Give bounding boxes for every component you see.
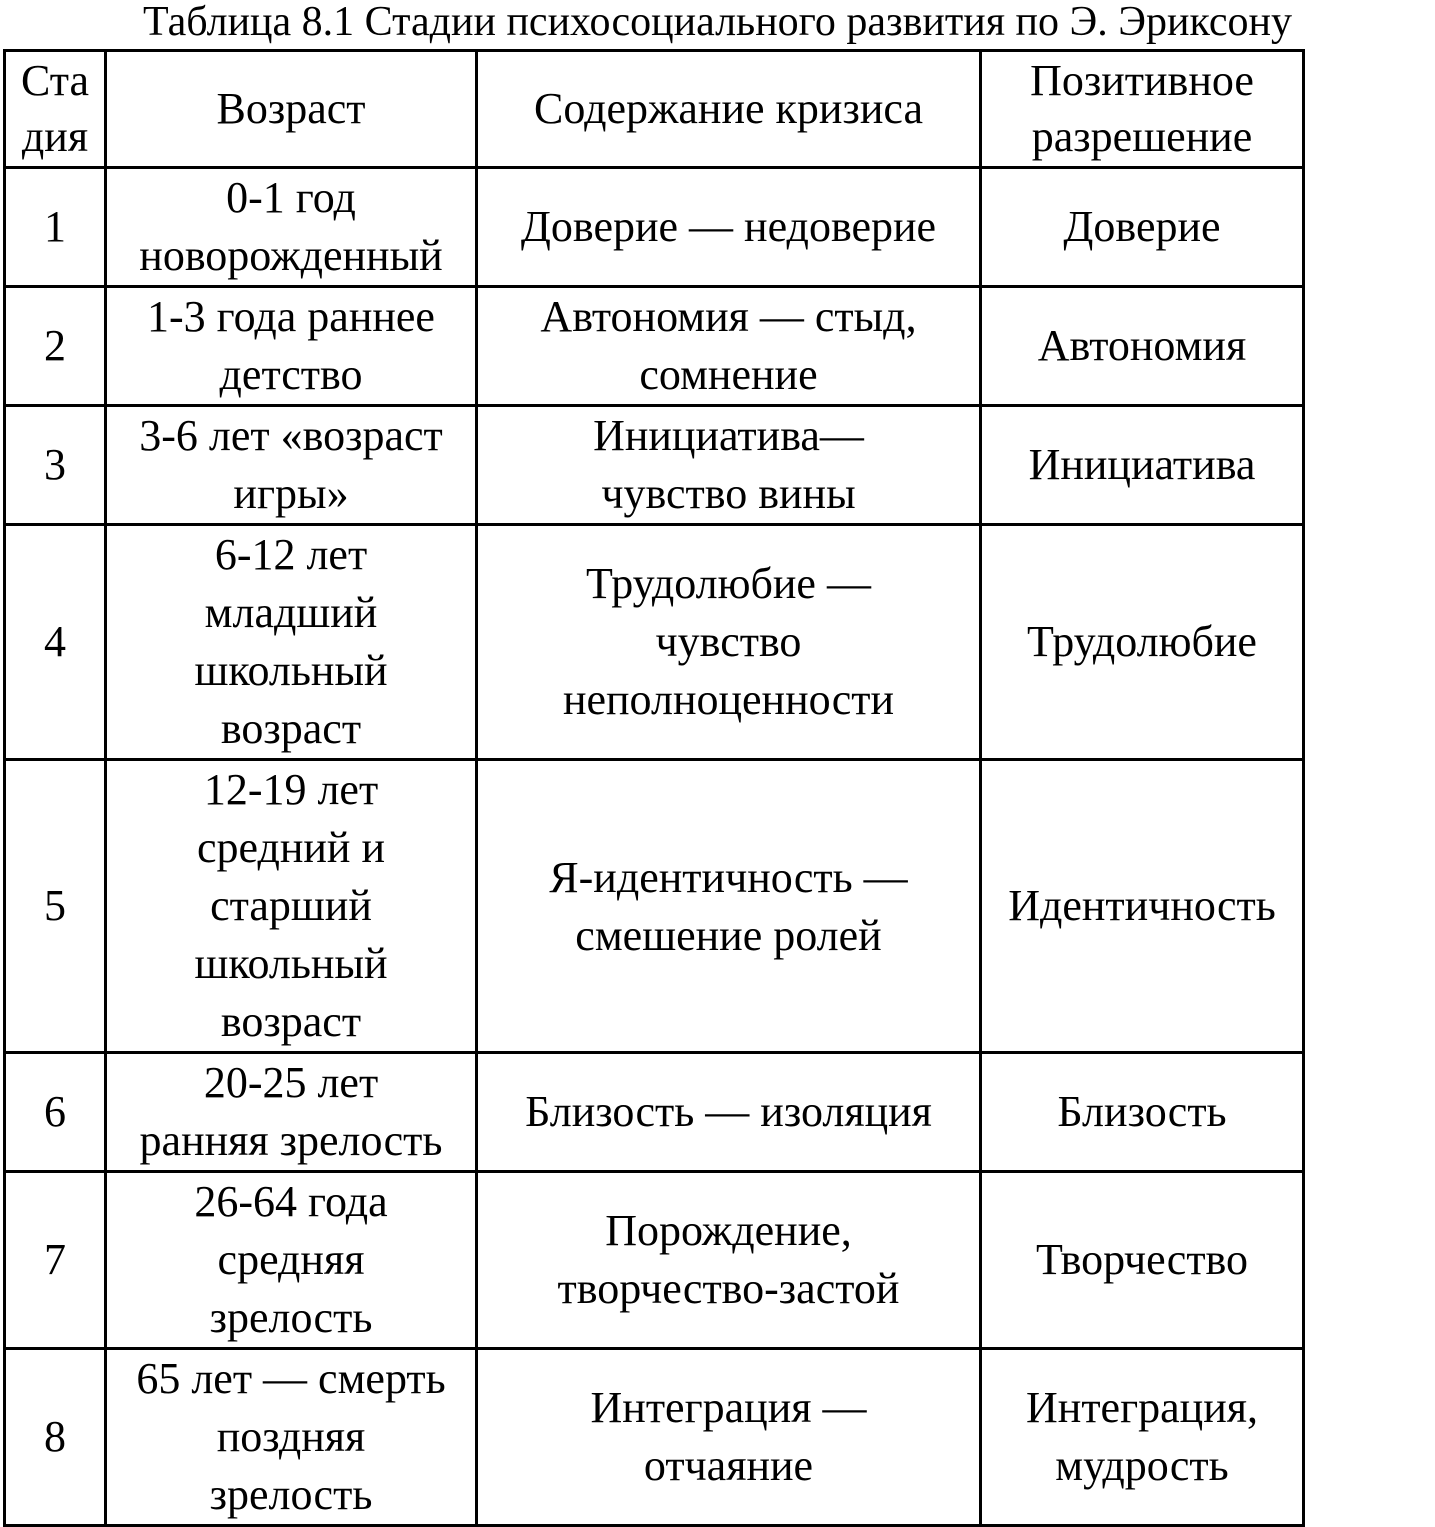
cell-resolution: Доверие [981,168,1304,287]
table-row [5,1053,1304,1172]
header-stage: Ста дия [5,51,106,168]
header-age: Возраст [106,51,477,168]
cell-stage: 7 [5,1172,106,1349]
cell-age: 26-64 года средняя зрелость [106,1172,477,1349]
cell-resolution: Трудолюбие [981,525,1304,760]
cell-resolution: Интеграция, мудрость [981,1349,1304,1526]
cell-age: 12-19 лет средний и старший школьный возраст [106,760,477,1053]
table-row [5,760,1304,1053]
cell-resolution: Идентичность [981,760,1304,1053]
cell-crisis: Я-идентичность — смешение ролей [477,760,981,1053]
cell-crisis: Автономия — стыд, сомнение [477,287,981,406]
table-row [5,168,1304,287]
cell-age: 20-25 лет ранняя зрелость [106,1053,477,1172]
cell-stage: 6 [5,1053,106,1172]
table-row [5,406,1304,525]
cell-resolution: Близость [981,1053,1304,1172]
erikson-stages-table [3,49,1305,1527]
table-row [5,1172,1304,1349]
cell-stage: 5 [5,760,106,1053]
table-row [5,287,1304,406]
cell-age: 6-12 лет младший школьный возраст [106,525,477,760]
cell-age: 3-6 лет «возраст игры» [106,406,477,525]
cell-resolution: Инициатива [981,406,1304,525]
cell-stage: 1 [5,168,106,287]
cell-crisis: Доверие — недоверие [477,168,981,287]
cell-stage: 2 [5,287,106,406]
header-crisis: Содержание кризиса [477,51,981,168]
cell-stage: 3 [5,406,106,525]
table-row [5,1349,1304,1526]
cell-age: 1-3 года раннее детство [106,287,477,406]
table-caption: Таблица 8.1 Стадии психосоциального развития по Э. Эриксону [143,0,1292,45]
table-header-row [5,51,1304,168]
table-row [5,525,1304,760]
cell-crisis: Инициатива— чувство вины [477,406,981,525]
cell-crisis: Порождение, творчество-застой [477,1172,981,1349]
cell-crisis: Интеграция — отчаяние [477,1349,981,1526]
header-resolution: Позитивное разрешение [981,51,1304,168]
cell-stage: 4 [5,525,106,760]
cell-resolution: Творчество [981,1172,1304,1349]
cell-age: 65 лет — смерть поздняя зрелость [106,1349,477,1526]
cell-stage: 8 [5,1349,106,1526]
cell-crisis: Трудолюбие — чувство неполноценности [477,525,981,760]
cell-resolution: Автономия [981,287,1304,406]
cell-age: 0-1 год новорожденный [106,168,477,287]
cell-crisis: Близость — изоляция [477,1053,981,1172]
